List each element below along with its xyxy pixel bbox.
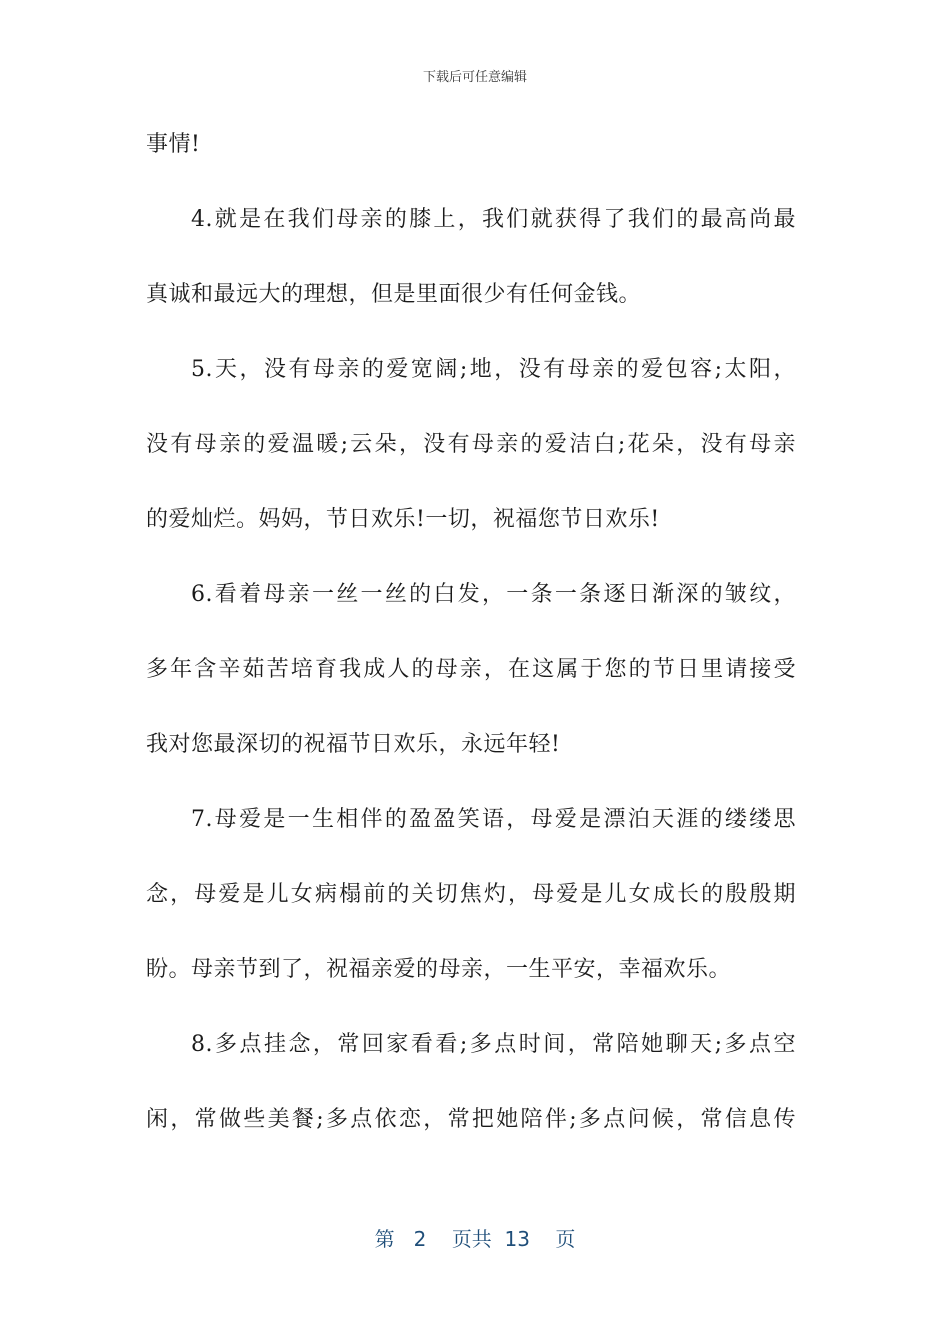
text-line: 盼。母亲节到了，祝福亲爱的母亲，一生平安，幸福欢乐。 xyxy=(146,957,732,982)
text-line: 我对您最深切的祝福节日欢乐，永远年轻! xyxy=(146,732,561,757)
footer-middle: 页共 xyxy=(451,1227,492,1251)
text-line: 的爱灿烂。妈妈，节日欢乐!一切，祝福您节日欢乐! xyxy=(146,507,660,532)
text-line: 6.看着母亲一丝一丝的白发，一条一条逐日渐深的皱纹， xyxy=(191,582,796,607)
page-header-note: 下载后可任意编辑 xyxy=(422,70,527,85)
text-line: 多年含辛茹苦培育我成人的母亲，在这属于您的节日里请接受 xyxy=(146,657,796,682)
footer-prefix: 第 xyxy=(374,1227,395,1251)
footer-suffix: 页 xyxy=(555,1227,576,1251)
text-line: 没有母亲的爱温暖;云朵，没有母亲的爱洁白;花朵，没有母亲 xyxy=(146,432,796,457)
text-line: 7.母爱是一生相伴的盈盈笑语，母爱是漂泊天涯的缕缕思 xyxy=(191,807,796,832)
text-line: 8.多点挂念，常回家看看;多点时间，常陪她聊天;多点空 xyxy=(191,1032,796,1057)
text-line: 闲，常做些美餐;多点依恋，常把她陪伴;多点问候，常信息传 xyxy=(146,1107,796,1132)
text-line: 5.天，没有母亲的爱宽阔;地，没有母亲的爱包容;太阳， xyxy=(191,357,796,382)
text-line: 事情! xyxy=(146,132,201,157)
page-footer xyxy=(0,1225,950,1253)
text-line: 真诚和最远大的理想，但是里面很少有任何金钱。 xyxy=(146,282,642,307)
footer-total-pages: 13 xyxy=(504,1227,530,1251)
text-line: 4.就是在我们母亲的膝上，我们就获得了我们的最高尚最 xyxy=(191,207,796,232)
footer-page-number: 2 xyxy=(413,1227,427,1251)
text-line: 念，母爱是儿女病榻前的关切焦灼，母爱是儿女成长的殷殷期 xyxy=(146,882,796,907)
